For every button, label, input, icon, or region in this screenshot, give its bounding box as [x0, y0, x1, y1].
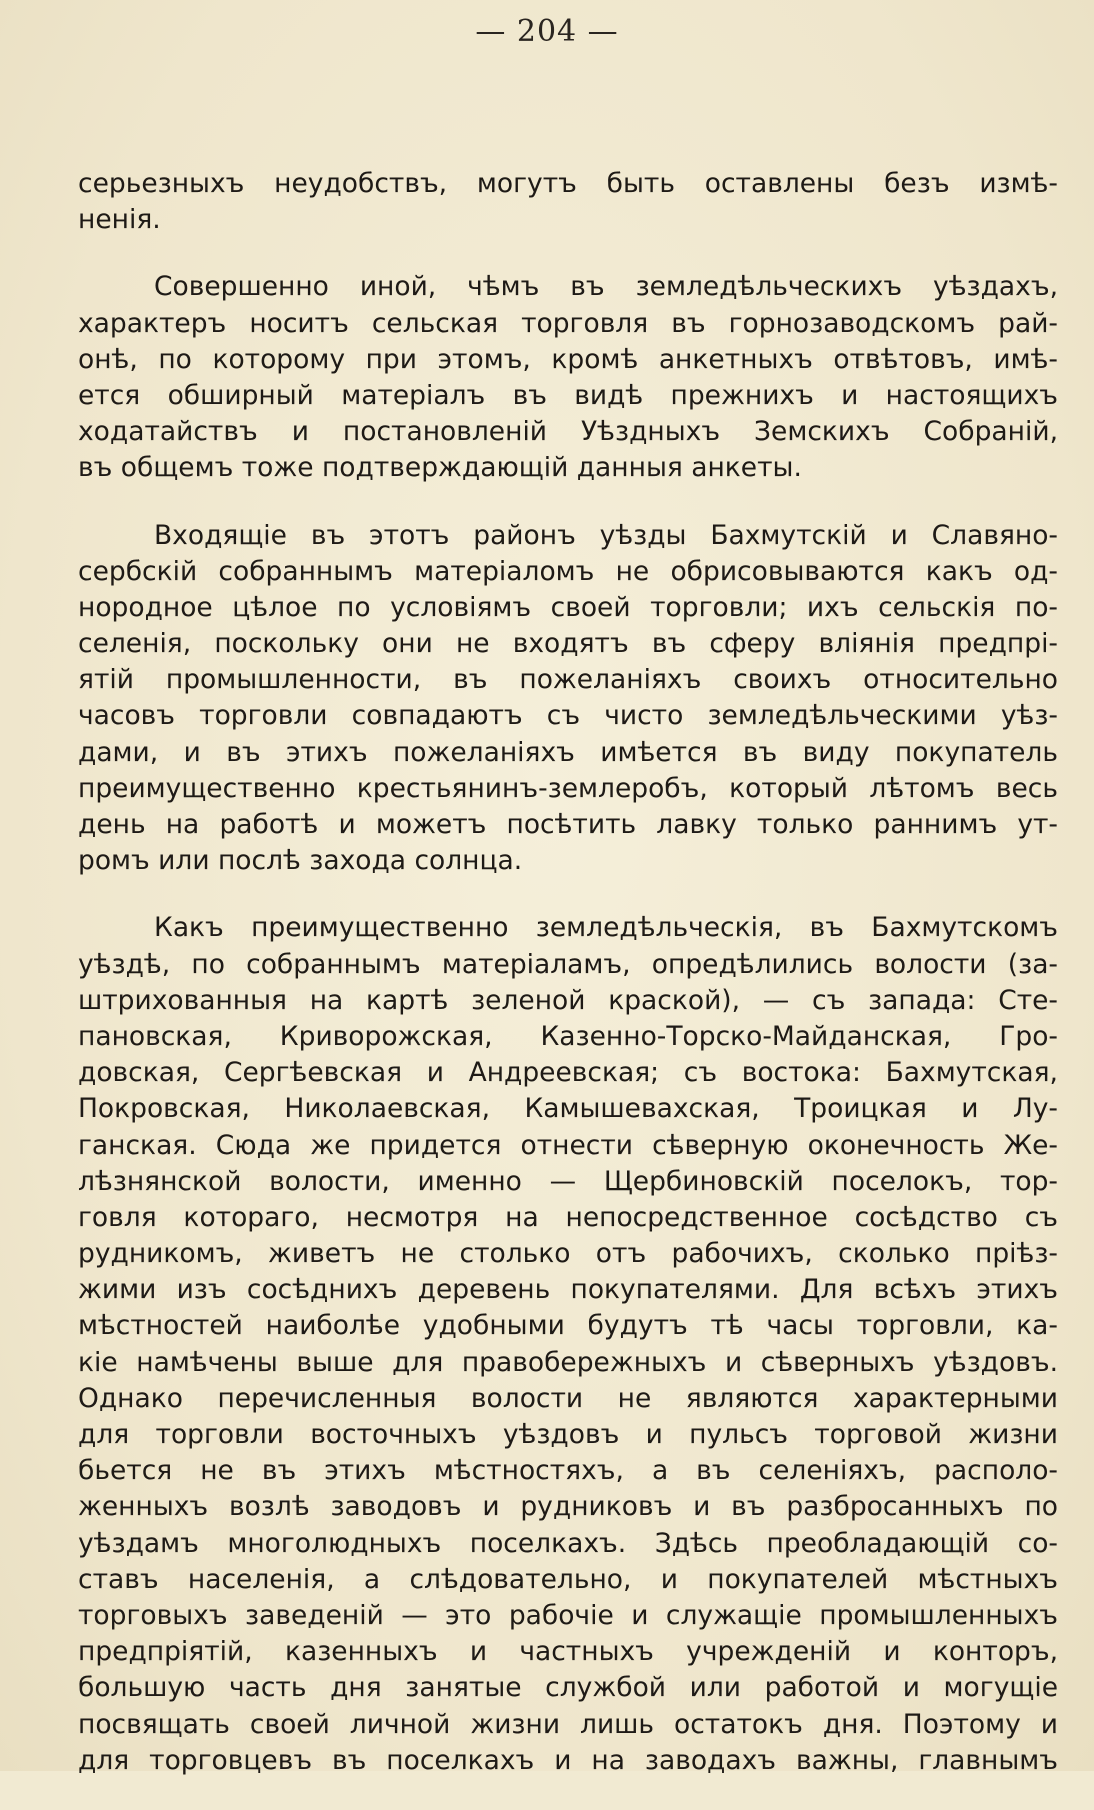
text-line: довская, Сергѣевская и Андреевская; съ востока: Бахмутская, — [78, 1057, 1058, 1089]
text-line: предпріятій, казенныхъ и частныхъ учрежденій и конторъ, — [78, 1636, 1058, 1668]
paragraph — [78, 910, 1058, 1779]
text-line: кіе намѣчены выше для правобережныхъ и сѣверныхъ уѣздовъ. — [78, 1346, 1058, 1378]
text-line: говля котораго, несмотря на непосредственное сосѣдство съ — [78, 1201, 1058, 1233]
text-line: ромъ или послѣ захода солнца. — [78, 845, 523, 877]
paragraph — [78, 269, 1058, 486]
page-number: — 204 — — [475, 14, 619, 49]
text-line: нородное цѣлое по условіямъ своей торговли; ихъ сельскія по- — [78, 591, 1058, 623]
text-line: бьется не въ этихъ мѣстностяхъ, а въ селеніяхъ, располо- — [78, 1455, 1058, 1487]
text-line: въ общемъ тоже подтверждающій данныя анкеты. — [78, 452, 802, 484]
text-line: селенія, поскольку они не входятъ въ сферу вліянія предпрі- — [78, 628, 1058, 660]
text-line: сербскій собраннымъ матеріаломъ не обрисовываются какъ од- — [78, 555, 1058, 587]
text-line: ется обширный матеріалъ въ видѣ прежнихъ и настоящихъ — [78, 379, 1058, 411]
text-line: характеръ носитъ сельская торговля въ горнозаводскомъ рай- — [78, 307, 1058, 339]
page-body — [78, 166, 1058, 1810]
text-line: уѣздѣ, по собраннымъ матеріаламъ, опредѣлились волости (за- — [78, 948, 1058, 980]
text-line: день на работѣ и можетъ посѣтить лавку только раннимъ ут- — [78, 809, 1058, 840]
text-line: жими изъ сосѣднихъ деревень покупателями. Для всѣхъ этихъ — [78, 1274, 1058, 1306]
text-line: штрихованныя на картѣ зеленой краской), — съ запада: Сте- — [78, 984, 1058, 1016]
text-line: для торговцевъ въ поселкахъ и на заводахъ важны, главнымъ — [78, 1744, 1058, 1776]
text-line: серьезныхъ неудобствъ, могутъ быть оставлены безъ измѣ- — [78, 168, 1058, 199]
text-line: рудникомъ, живетъ не столько отъ рабочихъ, сколько пріѣз- — [78, 1238, 1058, 1270]
text-line: Покровская, Николаевская, Камышевахская, Троицкая и Лу- — [78, 1093, 1058, 1125]
text-line: ставъ населенія, а слѣдовательно, и покупателей мѣстныхъ — [78, 1563, 1058, 1595]
text-line: пановская, Криворожская, Казенно-Торско-Майданская, Гро- — [78, 1020, 1058, 1052]
text-line: большую часть дня занятые службой или работой и могущіе — [78, 1672, 1058, 1704]
text-line: Какъ преимущественно земледѣльческія, въ Бахмутскомъ — [154, 912, 1058, 944]
text-line: преимущественно крестьянинъ-землеробъ, который лѣтомъ весь — [78, 772, 1058, 804]
text-line: для торговли восточныхъ уѣздовъ и пульсъ торговой жизни — [78, 1419, 1058, 1450]
text-line: лѣзнянской волости, именно — Щербиновскій поселокъ, тор- — [78, 1165, 1058, 1197]
text-line: посвящать своей личной жизни лишь остатокъ дня. Поэтому и — [78, 1708, 1058, 1740]
text-line: ганская. Сюда же придется отнести сѣверную оконечность Же- — [78, 1129, 1058, 1161]
text-line: Однако перечисленныя волости не являются характерными — [78, 1382, 1058, 1414]
paragraph — [78, 166, 1058, 238]
text-line: ненія. — [78, 204, 161, 236]
text-line: онѣ, по которому при этомъ, кромѣ анкетныхъ отвѣтовъ, имѣ- — [78, 343, 1058, 375]
paragraph — [78, 518, 1058, 880]
text-line: дами, и въ этихъ пожеланіяхъ имѣется въ виду покупатель — [78, 736, 1058, 768]
text-line: уѣздамъ многолюдныхъ поселкахъ. Здѣсь преобладающій со- — [78, 1527, 1058, 1559]
text-line: мѣстностей наиболѣе удобными будутъ тѣ часы торговли, ка- — [78, 1310, 1058, 1342]
text-line: торговыхъ заведеній — это рабочіе и служащіе промышленныхъ — [78, 1599, 1058, 1631]
text-line: женныхъ возлѣ заводовъ и рудниковъ и въ разбросанныхъ по — [78, 1491, 1058, 1523]
text-line: часовъ торговли совпадаютъ съ чисто земледѣльческими уѣз- — [78, 700, 1058, 732]
text-line: ятій промышленности, въ пожеланіяхъ своихъ относительно — [78, 664, 1058, 696]
text-line: Входящіе въ этотъ районъ уѣзды Бахмутскій и Славяно- — [154, 519, 1058, 551]
text-line: Совершенно иной, чѣмъ въ земледѣльческихъ уѣздахъ, — [154, 271, 1058, 303]
text-line: ходатайствъ и постановленій Уѣздныхъ Земскихъ Собраній, — [78, 416, 1058, 448]
